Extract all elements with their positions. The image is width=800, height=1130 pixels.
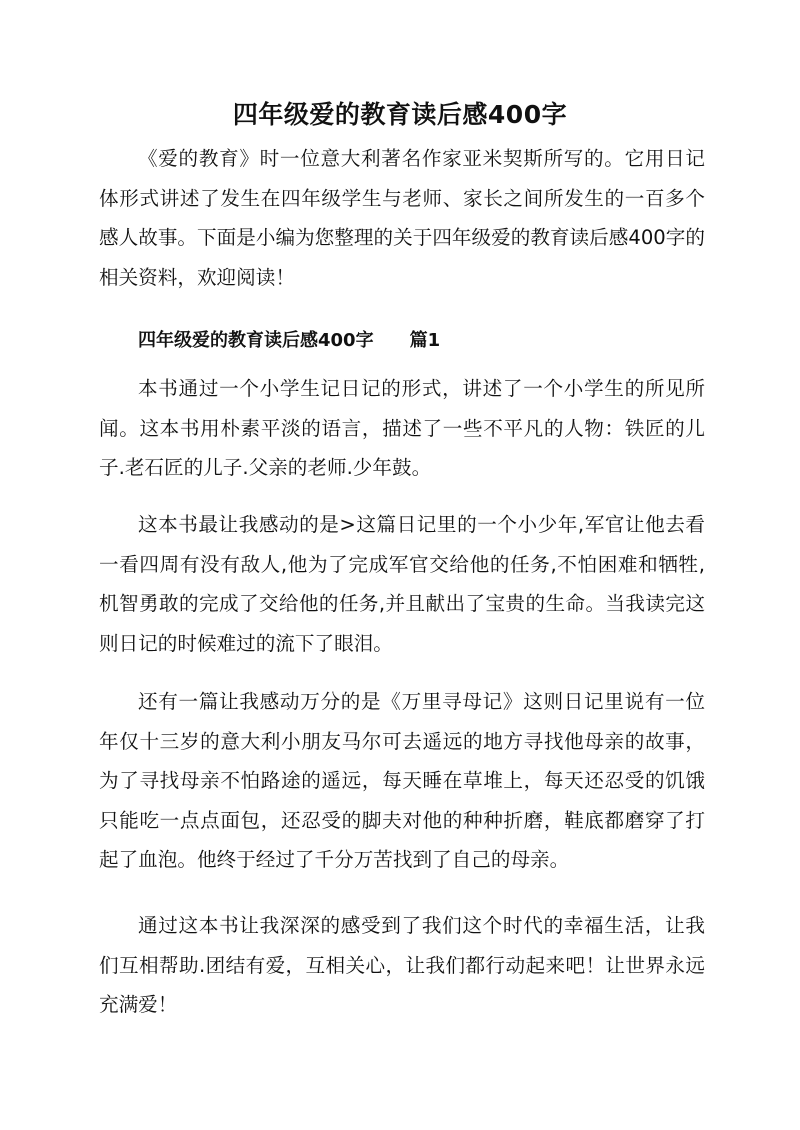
body-paragraph-1: 本书通过一个小学生记日记的形式，讲述了一个小学生的所见所闻。这本书用朴素平淡的语言，描述了一些不平凡的人物：铁匠的儿子.老石匠的儿子.父亲的老师.少年鼓。 — [99, 377, 705, 479]
intro-paragraph: 《爱的教育》时一位意大利著名作家亚米契斯所写的。它用日记体形式讲述了发生在四年级学生与老师、家长之间所发生的一百多个感人故事。下面是小编为您整理的关于四年级爱的教育读后感400字的相关资料，欢迎阅读！ — [99, 147, 705, 289]
body-paragraph-2: 这本书最让我感动的是>这篇日记里的一个小少年,军官让他去看一看四周有没有敌人,他为了完成军官交给他的任务,不怕困难和牺牲,机智勇敢的完成了交给他的任务,并且献出了宝贵的生命。当我读完这则日记的时候难过的流下了眼泪。 — [99, 513, 705, 655]
document-title: 四年级爱的教育读后感400字 — [232, 100, 568, 129]
body-paragraph-3: 还有一篇让我感动万分的是《万里寻母记》这则日记里说有一位年仅十三岁的意大利小朋友马尔可去遥远的地方寻找他母亲的故事，为了寻找母亲不怕路途的遥远，每天睡在草堆上，每天还忍受的饥饿只能吃一点点面包，还忍受的脚夫对他的种种折磨，鞋底都磨穿了打起了血泡。他终于经过了千分万苦找到了自己的母亲。 — [99, 690, 705, 871]
section-heading: 四年级爱的教育读后感400字 篇1 — [138, 330, 441, 351]
body-paragraph-4: 通过这本书让我深深的感受到了我们这个时代的幸福生活，让我们互相帮助.团结有爱，互相关心，让我们都行动起来吧！让世界永远充满爱！ — [99, 914, 705, 1016]
